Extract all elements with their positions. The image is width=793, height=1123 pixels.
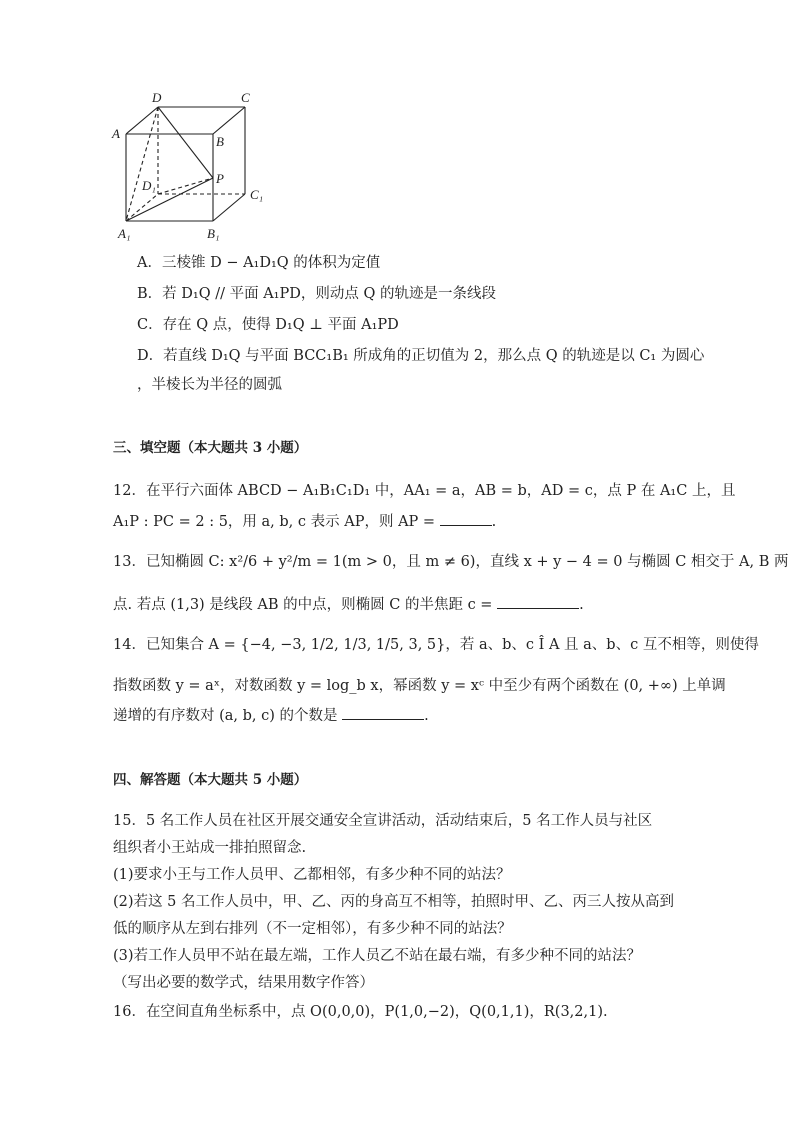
label-c1: C₁ (250, 187, 264, 202)
label-b: B (216, 134, 224, 149)
q13-line2-end: . (579, 597, 584, 613)
q15-note: （写出必要的数学式，结果用数字作答） (113, 975, 374, 991)
cube-figure (108, 88, 278, 248)
q15-line2: 组织者小王站成一排拍照留念. (113, 840, 307, 856)
label-a: A (112, 126, 120, 141)
edge-b-c (213, 107, 245, 134)
q12-line2-text: A₁P : PC = 2 : 5，用 a, b, c 表示 AP，则 AP = (113, 514, 436, 530)
q15-line1: 15．5 名工作人员在社区开展交通安全宣讲活动，活动结束后，5 名工作人员与社区 (113, 813, 653, 829)
hidden-edge-d-a1 (126, 107, 158, 221)
q13-line1: 13．已知椭圆 C: x²/6 + y²/m = 1(m > 0，且 m ≠ 6)，直线 x + y − 4 = 0 与椭圆 C 相交于 A, B 两 (113, 554, 789, 570)
q12-answer-blank[interactable] (440, 511, 492, 526)
q15-part2-line1: (2)若这 5 名工作人员中，甲、乙、丙的身高互不相等，拍照时甲、乙、丙三人按从高到 (113, 894, 674, 910)
q15-part2-line2: 低的顺序从左到右排列（不一定相邻），有多少种不同的站法？ (113, 921, 512, 937)
q14-line3-text: 递增的有序数对 (a, b, c) 的个数是 (113, 708, 338, 724)
q11-option-c: C．存在 Q 点，使得 D₁Q ⊥ 平面 A₁PD (137, 317, 399, 333)
section-answer-title: 四、解答题（本大题共 5 小题） (113, 772, 308, 788)
q13-line2 (113, 593, 584, 614)
q14-answer-blank[interactable] (342, 705, 424, 720)
q16-line1: 16．在空间直角坐标系中，点 O(0,0,0)，P(1,0,−2)，Q(0,1,1)，R(3,2,1). (113, 1004, 608, 1020)
q13-answer-blank[interactable] (497, 594, 579, 609)
label-a1: A₁ (118, 226, 131, 241)
q14-line3 (113, 704, 429, 725)
section-fill-in-title: 三、填空题（本大题共 3 小题） (113, 440, 308, 456)
q15-part1: (1)要求小王与工作人员甲、乙都相邻，有多少种不同的站法？ (113, 867, 511, 883)
edge-a-d (126, 107, 158, 134)
label-d1: D₁ (142, 178, 156, 193)
q11-option-b: B．若 D₁Q // 平面 A₁PD，则动点 Q 的轨迹是一条线段 (137, 286, 496, 302)
q12-line2-end: . (491, 514, 497, 530)
q12-line2 (113, 510, 496, 531)
q13-line2-text: 点. 若点 (1,3) 是线段 AB 的中点，则椭圆 C 的半焦距 c = (113, 597, 493, 613)
q11-option-a: A．三棱锥 D − A₁D₁Q 的体积为定值 (137, 255, 381, 271)
label-d: D (152, 90, 162, 105)
edge-a1-p (126, 178, 213, 221)
label-p: P (216, 171, 224, 186)
q15-part3: (3)若工作人员甲不站在最左端，工作人员乙不站在最右端，有多少种不同的站法？ (113, 948, 642, 964)
q14-line3-end: . (424, 708, 429, 724)
edge-b1-c1 (213, 194, 245, 221)
q14-line1: 14．已知集合 A = {−4, −3, 1/2, 1/3, 1/5, 3, 5}，若 a、b、c Î A 且 a、b、c 互不相等，则使得 (113, 637, 759, 653)
label-b1: B₁ (207, 226, 220, 241)
label-c: C (241, 90, 250, 105)
edge-d-p (158, 107, 213, 178)
q14-line2: 指数函数 y = aˣ，对数函数 y = log_b x，幂函数 y = xᶜ 中至少有两个函数在 (0, +∞) 上单调 (113, 678, 726, 694)
q11-option-d-line1: D．若直线 D₁Q 与平面 BCC₁B₁ 所成角的正切值为 2，那么点 Q 的轨迹是以 C₁ 为圆心 (137, 348, 705, 364)
q12-line1: 12．在平行六面体 ABCD − A₁B₁C₁D₁ 中，AA₁ = a，AB = b，AD = c，点 P 在 A₁C 上，且 (113, 483, 736, 499)
q11-option-d-line2: ，半棱长为半径的圆弧 (137, 377, 282, 393)
